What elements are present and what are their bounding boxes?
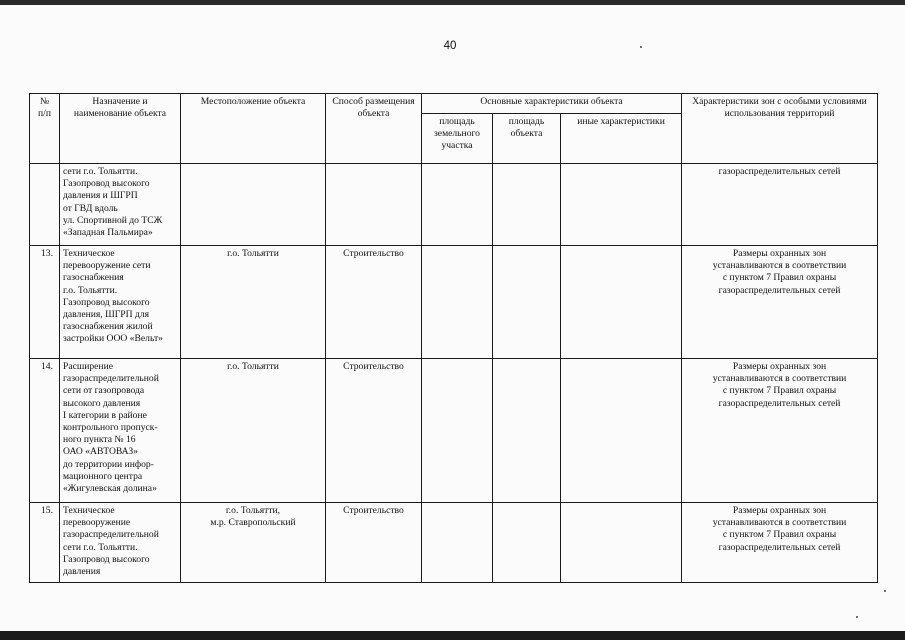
cell-num: 13. [30, 246, 60, 359]
table-row [30, 164, 878, 246]
cell-zones: Размеры охранных зон устанавливаются в соответствии с пунктом 7 Правил охраны газораспределительных сетей [682, 359, 878, 503]
page-number: 40 [443, 40, 457, 52]
cell-method: Строительство [326, 246, 422, 359]
cell-name: сети г.о. Тольятти. Газопровод высокого давления и ШГРП от ГВД вдоль ул. Спортивной до ТСЖ «Западная Пальмира» [60, 164, 181, 246]
cell-other [561, 359, 682, 503]
table-body [30, 164, 878, 583]
header-location: Местоположение объекта [181, 94, 326, 164]
cell-other [561, 246, 682, 359]
cell-object-area [493, 359, 561, 503]
cell-zones: газораспределительных сетей [682, 164, 878, 246]
cell-land-area [422, 246, 493, 359]
scan-edge-bottom [0, 631, 905, 640]
table-header [30, 94, 878, 164]
table-row [30, 359, 878, 503]
header-land-area: площадь земельного участка [422, 114, 493, 164]
cell-num: 15. [30, 503, 60, 583]
cell-zones: Размеры охранных зон устанавливаются в соответствии с пунктом 7 Правил охраны газораспределительных сетей [682, 246, 878, 359]
header-main-characteristics: Основные характеристики объекта [422, 94, 682, 114]
cell-land-area [422, 359, 493, 503]
cell-location [181, 164, 326, 246]
cell-object-area [493, 503, 561, 583]
cell-name: Техническое перевооружение газораспределительной сети г.о. Тольятти. Газопровод высокого давления [60, 503, 181, 583]
cell-location: г.о. Тольятти [181, 359, 326, 503]
header-method: Способ размещения объекта [326, 94, 422, 164]
header-name: Назначение и наименование объекта [60, 94, 181, 164]
cell-land-area [422, 164, 493, 246]
header-other-characteristics: иные характеристики [561, 114, 682, 164]
cell-zones: Размеры охранных зон устанавливаются в соответствии с пунктом 7 Правил охраны газораспределительных сетей [682, 503, 878, 583]
header-object-area: площадь объекта [493, 114, 561, 164]
header-zones: Характеристики зон с особыми условиями использования территорий [682, 94, 878, 164]
cell-method: Строительство [326, 503, 422, 583]
scan-speck [640, 46, 642, 48]
cell-other [561, 164, 682, 246]
cell-method: Строительство [326, 359, 422, 503]
cell-name: Техническое перевооружение сети газоснабжения г.о. Тольятти. Газопровод высокого давления, ШГРП для газоснабжения жилой застройки ООО «Вельт» [60, 246, 181, 359]
cell-object-area [493, 246, 561, 359]
scan-speck [884, 590, 886, 592]
scan-edge-top [0, 0, 905, 5]
cell-location: г.о. Тольятти [181, 246, 326, 359]
table-row [30, 246, 878, 359]
cell-num: 14. [30, 359, 60, 503]
cell-land-area [422, 503, 493, 583]
cell-location: г.о. Тольятти, м.р. Ставропольский [181, 503, 326, 583]
cell-name: Расширение газораспределительной сети от газопровода высокого давления I категории в районе контрольного пропуск- ного пункта № 16 ОАО «АВТОВАЗ» до территории инфор- мационного центра «Жигулевская долина» [60, 359, 181, 503]
object-register-table [29, 93, 878, 583]
table-row [30, 503, 878, 583]
cell-num [30, 164, 60, 246]
cell-other [561, 503, 682, 583]
scan-speck [856, 616, 858, 618]
header-num: № п/п [30, 94, 60, 164]
cell-method [326, 164, 422, 246]
cell-object-area [493, 164, 561, 246]
